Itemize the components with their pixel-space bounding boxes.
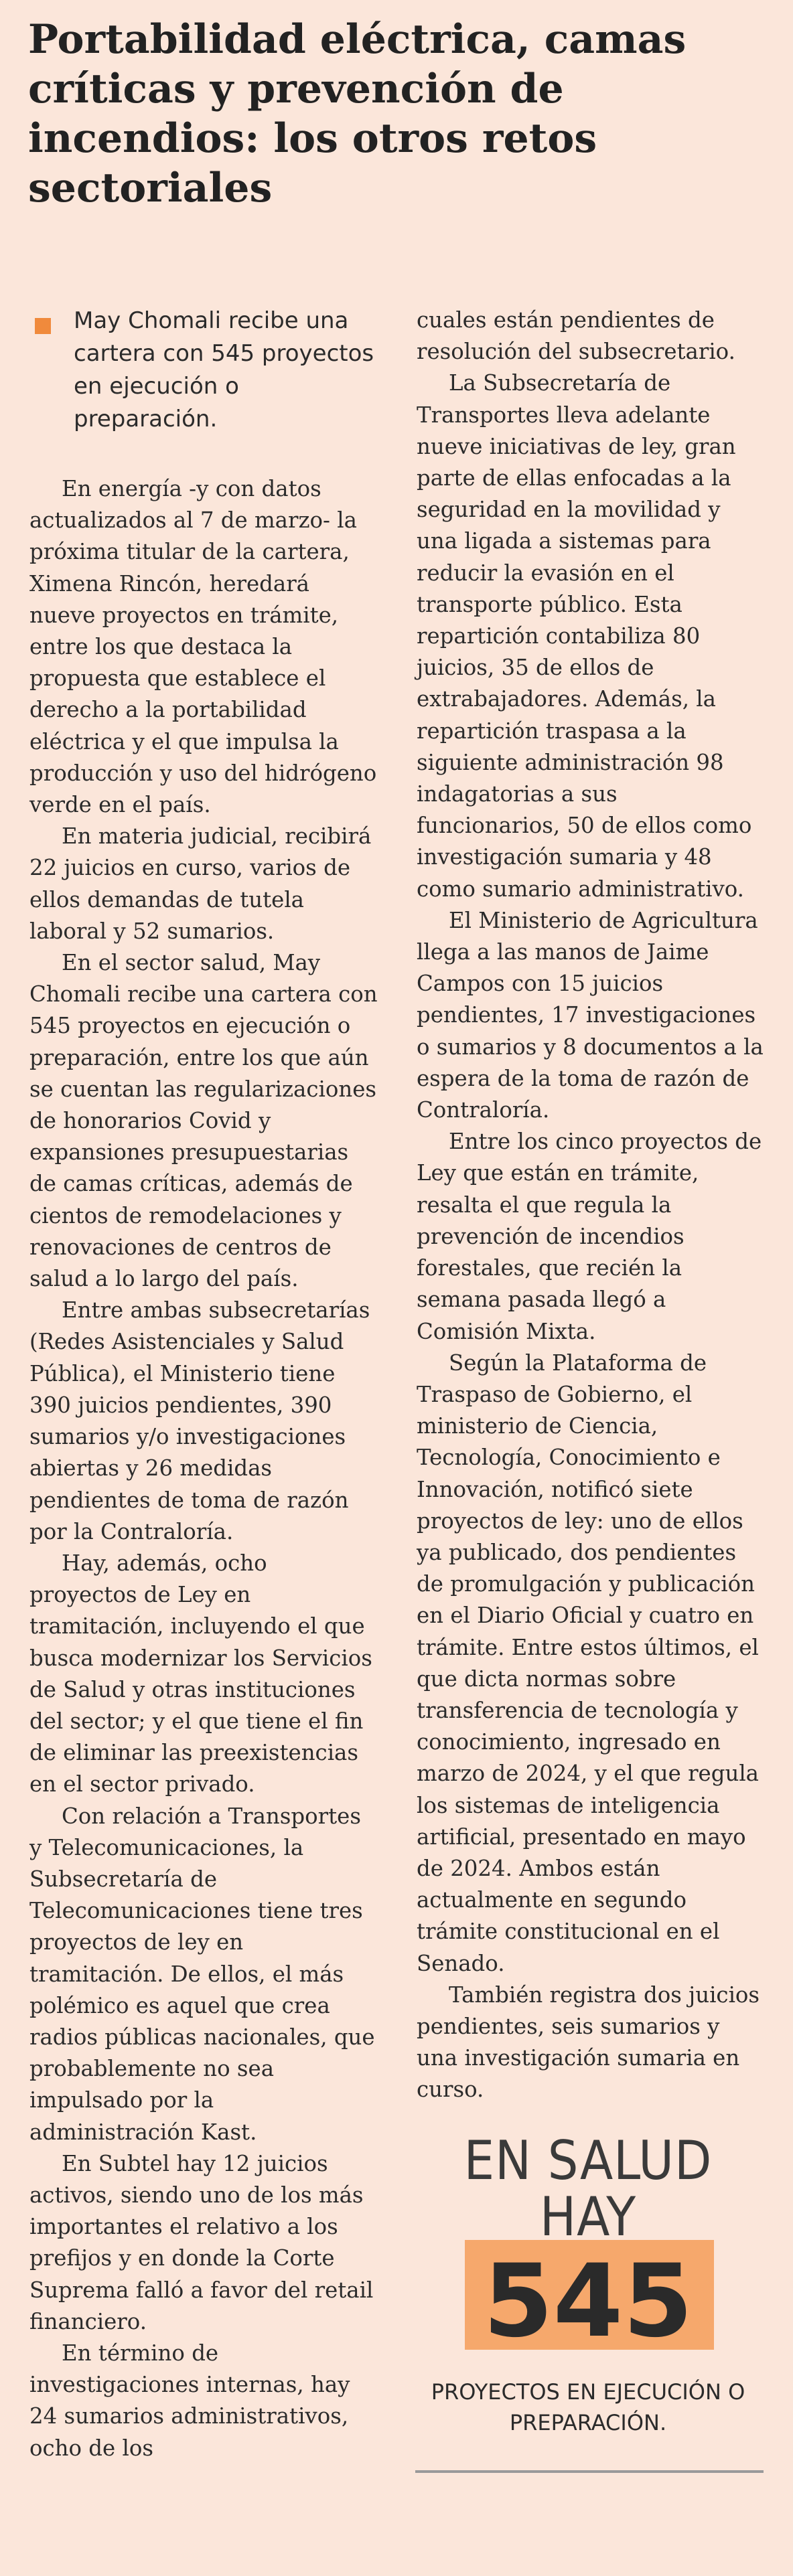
left-column <box>29 305 378 2464</box>
right-paragraph-1: La Subsecretaría de Transportes lleva adelante nueve iniciativas de ley, gran parte de ellas enfocadas a la seguridad en la movilidad y una ligada a sistemas para reducir la evasión en el transporte público. Esta repartición contabiliza 80 juicios, 35 de ellos de extrabajadores. Además, la repartición traspasa a la siguiente administración 98 indagatorias a sus funcionarios, 50 de ellos como investigación sumaria y 48 como sumario administrativo. <box>417 370 752 902</box>
left-paragraph-7: En Subtel hay 12 juicios activos, siendo uno de los más importantes el relativo a los prefijos y en donde la Corte Suprema falló a favor del retail financiero. <box>29 2150 374 2334</box>
highlight-text: May Chomali recibe una cartera con 545 proyectos en ejecución o preparación. <box>74 307 374 432</box>
callout-number: 545 <box>483 2243 693 2360</box>
right-paragraph-3: Entre los cinco proyectos de Ley que están en trámite, resalta el que regula la prevención de incendios forestales, que recién la semana pasada llegó a Comisión Mixta. <box>417 1129 762 1344</box>
callout-caption: PROYECTOS EN EJECUCIÓN O PREPARACIÓN. <box>431 2379 745 2435</box>
orange-square-bullet-icon <box>35 318 51 334</box>
right-paragraph-5: También registra dos juicios pendientes, seis sumarios y una investigación sumaria en curso. <box>417 1982 760 2103</box>
left-paragraph-8: En término de investigaciones internas, hay 24 sumarios administrativos, ocho de los <box>29 2340 350 2461</box>
callout-line-2: HAY <box>539 2186 637 2248</box>
right-paragraph-4: Según la Plataforma de Traspaso de Gobierno, el ministerio de Ciencia, Tecnología, Conocimiento e Innovación, notificó siete proyectos de ley: uno de ellos ya publicado, dos pendientes de promulgación y publicación en el Diario Oficial y cuatro en trámite. Entre estos últimos, el que dicta normas sobre transferencia de tecnología y conocimiento, ingresado en marzo de 2024, y el que regula los sistemas de inteligencia artificial, presentado en mayo de 2024. Ambos están actualmente en segundo trámite constitucional en el Senado. <box>417 1350 759 1976</box>
headline: Portabilidad eléctrica, camas críticas y prevención de incendios: los otros retos sectoriales <box>28 16 687 212</box>
left-paragraph-2: En materia judicial, recibirá 22 juicios en curso, varios de ellos demandas de tutela laboral y 52 sumarios. <box>29 823 372 944</box>
left-paragraph-4: Entre ambas subsecretarías (Redes Asistenciales y Salud Pública), el Ministerio tiene 390 juicios pendientes, 390 sumarios y/o investigaciones abiertas y 26 medidas pendientes de toma de razón por la Contraloría. <box>29 1297 370 1544</box>
left-paragraph-1: En energía -y con datos actualizados al 7 de marzo- la próxima titular de la cartera, Ximena Rincón, heredará nueve proyectos en trámite, entre los que destaca la propuesta que establece el derecho a la portabilidad eléctrica y el que impulsa la producción y uso del hidrógeno verde en el país. <box>29 476 377 818</box>
bottom-divider <box>415 2470 764 2473</box>
right-continuation: cuales están pendientes de resolución del subsecretario. <box>417 307 735 365</box>
left-paragraph-6: Con relación a Transportes y Telecomunicaciones, la Subsecretaría de Telecomunicaciones tiene tres proyectos de ley en tramitación. De ellos, el más polémico es aquel que crea radios públicas nacionales, que probablemente no sea impulsado por la administración Kast. <box>29 1803 375 2145</box>
highlight-block <box>29 305 378 436</box>
left-paragraph-3: En el sector salud, May Chomali recibe una cartera con 545 proyectos en ejecución o preparación, entre los que aún se cuentan las regularizaciones de honorarios Covid y expansiones presupuestarias de camas críticas, además de cientos de remodelaciones y renovaciones de centros de salud a lo largo del país. <box>29 950 378 1292</box>
left-paragraph-5: Hay, además, ocho proyectos de Ley en tramitación, incluyendo el que busca modernizar los Servicios de Salud y otras instituciones del sector; y el que tiene el fin de eliminar las preexistencias en el sector privado. <box>29 1550 372 1797</box>
callout-line-1: EN SALUD <box>463 2129 713 2192</box>
salud-callout <box>415 2129 761 2458</box>
right-column <box>417 305 765 2106</box>
right-paragraph-2: El Ministerio de Agricultura llega a las manos de Jaime Campos con 15 juicios pendientes, 17 investigaciones o sumarios y 8 documentos a la espera de la toma de razón de Contraloría. <box>417 907 764 1123</box>
